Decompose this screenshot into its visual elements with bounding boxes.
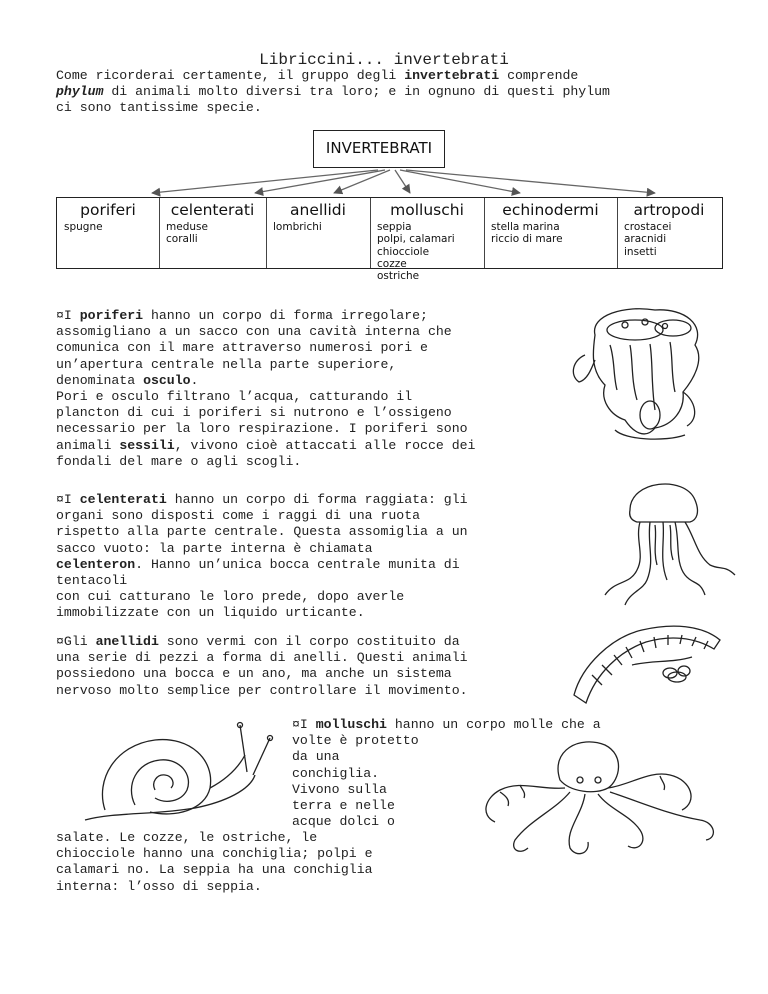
term-molluschi: molluschi (315, 717, 387, 732)
term-osculo: osculo (143, 372, 191, 388)
phylum-cell-molluschi (370, 198, 485, 283)
phylum-cell-echinodermi (484, 198, 618, 268)
term-celenterati: celenterati (79, 492, 167, 507)
snail-illustration (75, 720, 285, 830)
sponge-illustration (555, 300, 735, 450)
arrow-celenterati (255, 170, 385, 193)
bullet-icon: ¤ (56, 492, 64, 507)
phylum-examples: stella marina riccio di mare (491, 221, 563, 246)
phylum-cell-celenterati (159, 198, 267, 268)
octopus-illustration (470, 730, 730, 860)
phyla-table (56, 197, 723, 283)
section-celenterati: ¤I celenterati hanno un corpo di forma raggiata: gli organi sono disposti come i raggi di una ruota rispetto alla parte centrale. Questa assomiglia a un sacco vuoto: la parte interna è chiamata celenteron. Hanno un’unica bocca centrale munita di tentacoli con cui catturano le loro prede, dopo averle immobilizzate con un liquido urticante. (56, 492, 468, 621)
intro-text-1: Come ricorderai certamente, il gruppo degli (56, 68, 405, 83)
section-molluschi-bottom: salate. Le cozze, le ostriche, le chiocciole hanno una conchiglia; polpi e calamari no. La seppia ha una conchiglia interna: l’osso di seppia. (56, 830, 373, 894)
phylum-name: echinodermi (502, 201, 599, 219)
bullet-icon: ¤ (292, 717, 300, 732)
intro-bold-invertebrati: invertebrati (404, 68, 500, 83)
phylum-name: anellidi (290, 201, 346, 219)
term-anellidi: anellidi (95, 634, 159, 649)
phylum-name: poriferi (80, 201, 136, 219)
diagram-root-label: INVERTEBRATI (325, 139, 433, 157)
jellyfish-illustration (585, 470, 745, 610)
phylum-name: molluschi (390, 201, 464, 219)
phylum-examples: lombrichi (273, 221, 322, 233)
phylum-examples: meduse coralli (166, 221, 208, 246)
phylum-cell-poriferi (57, 198, 160, 268)
intro-text-3: di animali molto diversi tra loro; e in ognuno di questi phylum ci sono tantissime specie. (56, 84, 610, 115)
bullet-icon: ¤ (56, 308, 64, 323)
arrow-echinodermi (400, 170, 520, 193)
diagram-arrows (0, 0, 768, 200)
page-title: Libriccini... invertebrati (259, 51, 509, 69)
phylum-cell-artropodi (617, 198, 721, 268)
phylum-examples: spugne (64, 221, 103, 233)
term-sessili: sessili (119, 437, 175, 453)
section-poriferi: ¤I poriferi hanno un corpo di forma irregolare; assomigliano a un sacco con una cavità interna che comunica con il mare attraverso numerosi pori e un’apertura centrale nella parte superiore, denominata osculo. Pori e osculo filtrano l’acqua, catturando il plancton di cui i poriferi si nutrono e l’ossigeno necessario per la loro respirazione. I poriferi sono animali sessili, vivono cioè attaccati alle rocce dei fondali del mare o agli scogli. (56, 308, 476, 469)
phylum-cell-anellidi (266, 198, 371, 268)
arrow-artropodi (406, 170, 655, 193)
section-anellidi: ¤Gli anellidi sono vermi con il corpo costituito da una serie di pezzi a forma di anelli. Questi animali possiedono una bocca e un ano, ma anche un sistema nervoso molto semplice per controllare il movimento. (56, 634, 468, 698)
arrow-molluschi (395, 170, 410, 193)
intro-text-2: comprende (507, 68, 579, 83)
earthworm-illustration (562, 615, 732, 715)
phylum-name: artropodi (633, 201, 705, 219)
term-poriferi: poriferi (79, 308, 144, 323)
bullet-icon: ¤ (56, 634, 64, 649)
intro-bold-phylum: phylum (56, 84, 104, 99)
term-celenteron: celenteron (56, 556, 136, 572)
section-molluschi-top: ¤I molluschi hanno un corpo molle che a volte è protetto da una conchiglia. Vivono sulla terra e nelle acque dolci o (292, 717, 601, 830)
phylum-examples: seppia polpi, calamari chiocciole cozze ostriche (377, 221, 455, 283)
phylum-examples: crostacei aracnidi insetti (624, 221, 672, 258)
phylum-name: celenterati (170, 201, 255, 219)
